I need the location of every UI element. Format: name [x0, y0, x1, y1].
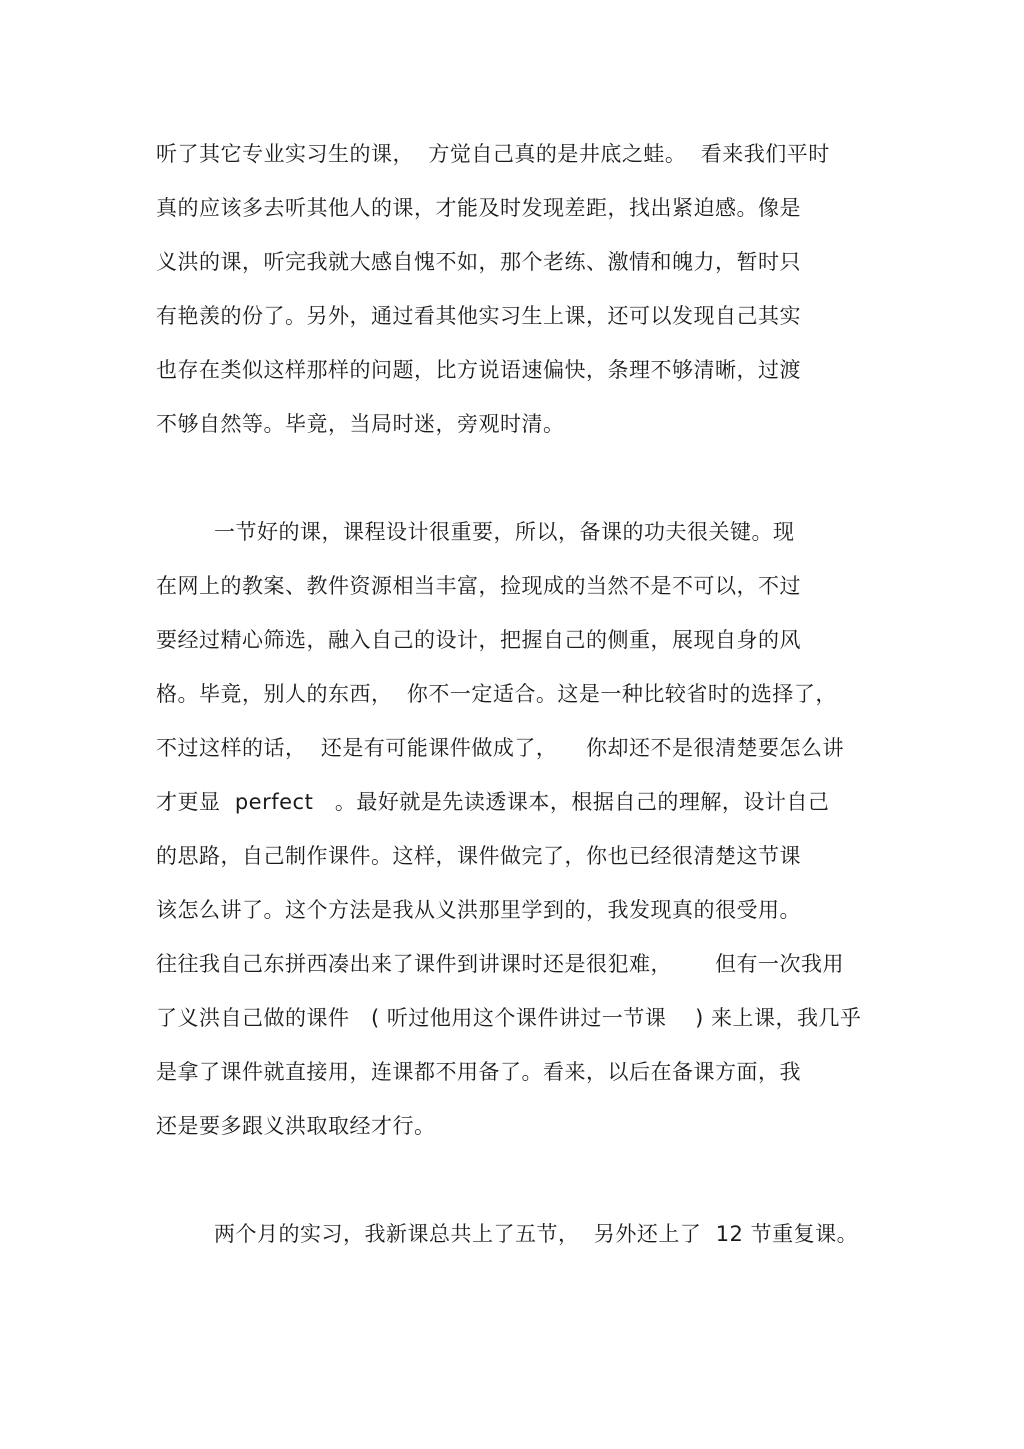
- text-line: 有艳羡的份了。另外，通过看其他实习生上课，还可以发现自己其实: [156, 304, 801, 328]
- text-line: 的思路，自己制作课件。这样，课件做完了，你也已经很清楚这节课: [156, 844, 801, 868]
- text-line: 不够自然等。毕竟，当局时迷，旁观时清。: [156, 412, 565, 436]
- text-line: 不过这样的话， 还是有可能课件做成了， 你却还不是很清楚要怎么讲: [156, 736, 845, 760]
- text-line: 了义洪自己做的课件 ( 听过他用这个课件讲过一节课 ) 来上课，我几乎: [156, 1006, 862, 1030]
- text-line: 在网上的教案、教件资源相当丰富，捡现成的当然不是不可以，不过: [156, 574, 801, 598]
- text-line: 要经过精心筛选，融入自己的设计，把握自己的侧重，展现自身的风: [156, 628, 801, 652]
- text-line: 该怎么讲了。这个方法是我从义洪那里学到的，我发现真的很受用。: [156, 898, 801, 922]
- text-line: 两个月的实习，我新课总共上了五节， 另外还上了 12 节重复课。: [214, 1222, 859, 1246]
- text-line: 也存在类似这样那样的问题，比方说语速偏快，条理不够清晰，过渡: [156, 358, 801, 382]
- text-line: 义洪的课，听完我就大感自愧不如，那个老练、激情和魄力，暂时只: [156, 250, 801, 274]
- text-line: 听了其它专业实习生的课， 方觉自己真的是井底之蛙。 看来我们平时: [156, 142, 830, 166]
- text-line: 真的应该多去听其他人的课，才能及时发现差距，找出紧迫感。像是: [156, 196, 801, 220]
- text-line: 才更显 perfect 。最好就是先读透课本，根据自己的理解，设计自己: [156, 790, 830, 814]
- text-line: 是拿了课件就直接用，连课都不用备了。看来，以后在备课方面，我: [156, 1060, 801, 1084]
- text-line: 格。毕竟，别人的东西， 你不一定适合。这是一种比较省时的选择了，: [156, 682, 837, 706]
- text-line: 一节好的课，课程设计很重要，所以，备课的功夫很关键。现: [214, 520, 795, 544]
- text-line: 往往我自己东拼西凑出来了课件到讲课时还是很犯难， 但有一次我用: [156, 952, 845, 976]
- text-line: 还是要多跟义洪取取经才行。: [156, 1114, 436, 1138]
